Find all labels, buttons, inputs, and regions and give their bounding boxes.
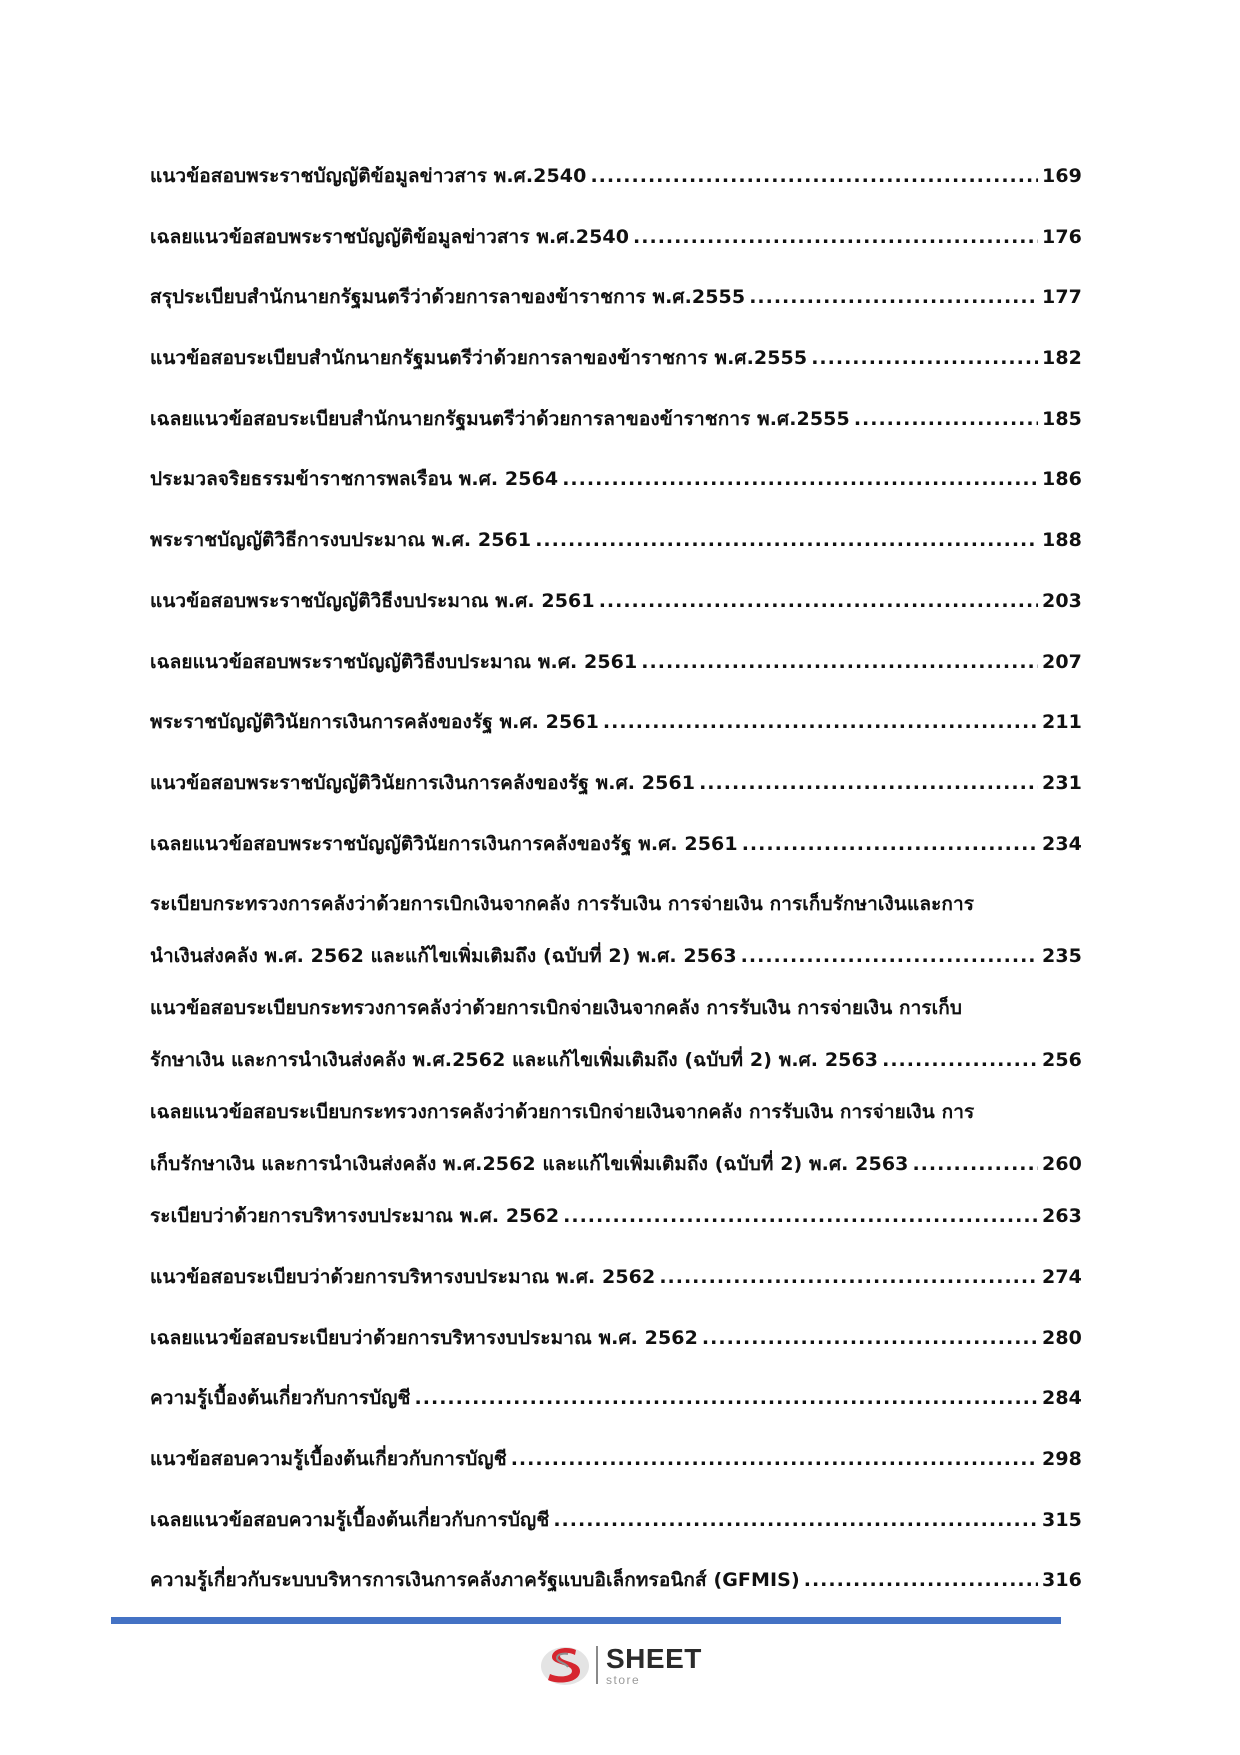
toc-entry[interactable] xyxy=(150,575,1082,636)
dot-leader xyxy=(702,1312,1038,1364)
toc-entry[interactable] xyxy=(150,211,1082,272)
toc-entry-page: 177 xyxy=(1042,286,1082,309)
dot-leader xyxy=(415,1372,1038,1424)
toc-entry-title-line2: เก็บรักษาเงิน และการนำเงินส่งคลัง พ.ศ.2562 และแก้ไขเพิ่มเติมถึง (ฉบับที่ 2) พ.ศ. 2563 xyxy=(150,1153,909,1176)
logo-subword: store xyxy=(606,1672,641,1687)
toc-entry-page: 169 xyxy=(1042,165,1082,187)
toc-entry-title-line1: ระเบียบกระทรวงการคลังว่าด้วยการเบิกเงินจากคลัง การรับเงิน การจ่ายเงิน การเก็บรักษาเงินและการ xyxy=(150,893,975,916)
logo-divider xyxy=(596,1646,598,1684)
toc-entry[interactable] xyxy=(150,393,1082,454)
toc-entry-page: 211 xyxy=(1042,711,1082,734)
toc-entry-title: แนวข้อสอบพระราชบัญญัติวิธีงบประมาณ พ.ศ. 2561 xyxy=(150,589,595,612)
toc-entry-title: พระราชบัญญัติวิธีการงบประมาณ พ.ศ. 2561 xyxy=(150,529,532,552)
toc-entry-title-line1: เฉลยแนวข้อสอบระเบียบกระทรวงการคลังว่าด้วยการเบิกจ่ายเงินจากคลัง การรับเงิน การจ่ายเงิน การ xyxy=(150,1101,975,1124)
dot-leader xyxy=(804,1554,1038,1606)
toc-entry-title: เฉลยแนวข้อสอบพระราชบัญญัติวินัยการเงินการคลังของรัฐ พ.ศ. 2561 xyxy=(150,832,738,855)
toc-entry-title: แนวข้อสอบระเบียบว่าด้วยการบริหารงบประมาณ พ.ศ. 2562 xyxy=(150,1265,656,1288)
dot-leader xyxy=(659,1251,1038,1303)
toc-entry[interactable] xyxy=(150,1554,1082,1615)
dot-leader xyxy=(535,514,1038,566)
toc-entry[interactable] xyxy=(150,514,1082,575)
toc-entry[interactable] xyxy=(150,150,1082,211)
dot-leader xyxy=(811,332,1038,384)
footer-rule xyxy=(111,1617,1061,1624)
toc-entry-multiline[interactable] xyxy=(150,878,1082,982)
toc-entry[interactable] xyxy=(150,696,1082,757)
toc-entry-page: 235 xyxy=(1042,945,1082,968)
dot-leader xyxy=(882,1034,1038,1086)
toc-entry-title: แนวข้อสอบระเบียบสำนักนายกรัฐมนตรีว่าด้วยการลาของข้าราชการ พ.ศ.2555 xyxy=(150,347,808,370)
toc-entry-title: เฉลยแนวข้อสอบพระราชบัญญัติวิธีงบประมาณ พ.ศ. 2561 xyxy=(150,650,638,673)
toc-entry-title: แนวข้อสอบพระราชบัญญัติวินัยการเงินการคลังของรัฐ พ.ศ. 2561 xyxy=(150,771,696,794)
toc-entry-title: พระราชบัญญัติวินัยการเงินการคลังของรัฐ พ.ศ. 2561 xyxy=(150,711,599,734)
toc-entry-title-line1: แนวข้อสอบระเบียบกระทรวงการคลังว่าด้วยการเบิกจ่ายเงินจากคลัง การรับเงิน การจ่ายเงิน การเก็บ xyxy=(150,997,963,1020)
toc-entry-title: แนวข้อสอบพระราชบัญญัติข้อมูลข่าวสาร พ.ศ.2540 xyxy=(150,165,587,187)
toc-entry[interactable] xyxy=(150,1494,1082,1555)
toc-entry-title: เฉลยแนวข้อสอบพระราชบัญญัติข้อมูลข่าวสาร พ.ศ.2540 xyxy=(150,225,630,248)
toc-entry-page: 182 xyxy=(1042,347,1082,370)
toc-entry-page: 176 xyxy=(1042,225,1082,248)
toc-entry-multiline[interactable] xyxy=(150,982,1082,1086)
toc-entry-title: เฉลยแนวข้อสอบความรู้เบื้องต้นเกี่ยวกับการบัญชี xyxy=(150,1508,550,1531)
toc-entry-page: 274 xyxy=(1042,1265,1082,1288)
toc-entry-title: ระเบียบว่าด้วยการบริหารงบประมาณ พ.ศ. 2562 xyxy=(150,1205,560,1228)
toc-entry-page: 207 xyxy=(1042,650,1082,673)
toc-entry[interactable] xyxy=(150,1372,1082,1433)
toc-entry[interactable] xyxy=(150,271,1082,332)
toc-entry[interactable] xyxy=(150,757,1082,818)
toc-entry-page: 234 xyxy=(1042,832,1082,855)
toc-entry-page: 203 xyxy=(1042,589,1082,612)
toc-entry-line2 xyxy=(150,930,1082,982)
toc-entry-page: 260 xyxy=(1042,1153,1082,1176)
toc-entry[interactable] xyxy=(150,453,1082,514)
toc-entry-page: 284 xyxy=(1042,1387,1082,1410)
toc-entry-page: 280 xyxy=(1042,1326,1082,1349)
toc-entry-title: ความรู้เบื้องต้นเกี่ยวกับการบัญชี xyxy=(150,1387,411,1410)
dot-leader xyxy=(741,930,1038,982)
dot-leader xyxy=(912,1138,1038,1190)
dot-leader xyxy=(603,696,1038,748)
toc-entry[interactable] xyxy=(150,636,1082,697)
dot-leader xyxy=(742,818,1038,870)
toc-entry-page: 315 xyxy=(1042,1508,1082,1531)
toc-entry-title-line2: นำเงินส่งคลัง พ.ศ. 2562 และแก้ไขเพิ่มเติมถึง (ฉบับที่ 2) พ.ศ. 2563 xyxy=(150,945,737,968)
dot-leader xyxy=(854,393,1038,445)
dot-leader xyxy=(553,1494,1038,1546)
footer-logo xyxy=(538,1640,702,1690)
toc-entry-page: 185 xyxy=(1042,407,1082,430)
toc-entry-title: เฉลยแนวข้อสอบระเบียบสำนักนายกรัฐมนตรีว่าด้วยการลาของข้าราชการ พ.ศ.2555 xyxy=(150,407,850,430)
toc-entry-page: 231 xyxy=(1042,771,1082,794)
toc-entry-page: 186 xyxy=(1042,468,1082,491)
toc-entry-multiline[interactable] xyxy=(150,1086,1082,1190)
toc-entry-title: สรุประเบียบสำนักนายกรัฐมนตรีว่าด้วยการลาของข้าราชการ พ.ศ.2555 xyxy=(150,286,746,309)
dot-leader xyxy=(749,271,1038,323)
toc-entry-line2 xyxy=(150,1034,1082,1086)
toc-entry[interactable] xyxy=(150,332,1082,393)
sheet-store-logo-icon xyxy=(538,1640,592,1690)
dot-leader xyxy=(633,211,1038,263)
dot-leader xyxy=(641,636,1038,688)
dot-leader xyxy=(563,1190,1038,1242)
toc-entry-page: 256 xyxy=(1042,1049,1082,1072)
dot-leader xyxy=(590,150,1038,202)
dot-leader xyxy=(599,575,1038,627)
toc-entry-title: แนวข้อสอบความรู้เบื้องต้นเกี่ยวกับการบัญชี xyxy=(150,1448,507,1470)
dot-leader xyxy=(562,453,1038,505)
toc-entry-line2 xyxy=(150,1138,1082,1190)
toc-entry[interactable] xyxy=(150,1190,1082,1251)
toc-entry[interactable] xyxy=(150,1312,1082,1373)
toc-entry-title: ประมวลจริยธรรมข้าราชการพลเรือน พ.ศ. 2564 xyxy=(150,468,559,491)
toc-entry[interactable] xyxy=(150,818,1082,879)
toc-entry-page: 263 xyxy=(1042,1205,1082,1228)
toc-entry-page: 188 xyxy=(1042,529,1082,552)
toc-entry-page: 316 xyxy=(1042,1569,1082,1592)
toc-entry-page: 298 xyxy=(1042,1448,1082,1470)
dot-leader xyxy=(511,1433,1038,1485)
logo-word: SHEET xyxy=(606,1642,702,1674)
toc-entry-title-line2: รักษาเงิน และการนำเงินส่งคลัง พ.ศ.2562 และแก้ไขเพิ่มเติมถึง (ฉบับที่ 2) พ.ศ. 2563 xyxy=(150,1049,879,1072)
toc-entry-title: เฉลยแนวข้อสอบระเบียบว่าด้วยการบริหารงบประมาณ พ.ศ. 2562 xyxy=(150,1326,698,1349)
toc-entry-title: ความรู้เกี่ยวกับระบบบริหารการเงินการคลังภาครัฐแบบอิเล็กทรอนิกส์ (GFMIS) xyxy=(150,1569,800,1592)
dot-leader xyxy=(699,757,1038,809)
table-of-contents xyxy=(150,150,1082,1615)
toc-entry[interactable] xyxy=(150,1433,1082,1494)
toc-entry[interactable] xyxy=(150,1251,1082,1312)
logo-text xyxy=(606,1642,702,1687)
